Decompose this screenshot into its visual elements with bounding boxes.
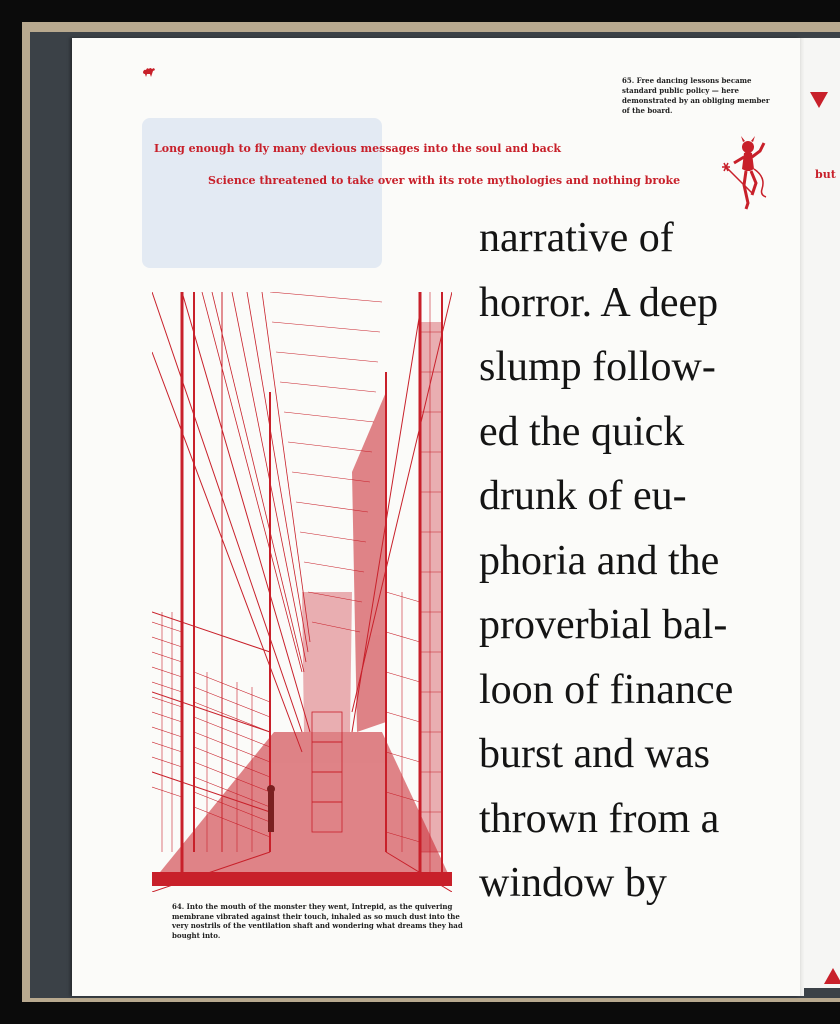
red-headline-2: Science threatened to take over with its rote mythologies and nothing broke <box>208 174 681 187</box>
next-page-word: but <box>815 168 836 181</box>
body-line: phoria and the <box>479 537 720 584</box>
book-page <box>72 38 800 996</box>
devil-icon <box>722 133 774 217</box>
body-line: horror. A deep <box>479 279 719 326</box>
body-line: window by <box>479 860 667 906</box>
body-line: burst and was <box>479 731 710 777</box>
body-line: thrown from a <box>479 795 720 842</box>
triangle-down-icon <box>810 92 828 112</box>
body-line: proverbial bal- <box>479 602 728 648</box>
body-line: ed the quick <box>479 408 685 455</box>
body-line: loon of finance <box>479 666 734 713</box>
body-line: slump follow- <box>479 344 716 390</box>
corridor-illustration <box>152 292 452 896</box>
camel-icon <box>142 66 156 81</box>
body-text-column <box>479 206 809 916</box>
figure-64-caption: 64. Into the mouth of the monster they went, Intrepid, as the quivering membrane vibrated against their touch, inhaled as so much dust into the very nostrils of the ventilation shaft and wondering what dreams they had bought into. <box>172 902 463 940</box>
body-line: narrative of <box>479 215 674 261</box>
body-line: drunk of eu- <box>479 473 687 519</box>
triangle-up-icon <box>824 968 840 988</box>
show-through-block <box>142 118 382 268</box>
red-headline-1: Long enough to fly many devious messages into the soul and back <box>154 142 562 155</box>
figure-65-caption: 65. Free dancing lessons became standard public policy — here demonstrated by an obliging member of the board. <box>622 76 770 115</box>
